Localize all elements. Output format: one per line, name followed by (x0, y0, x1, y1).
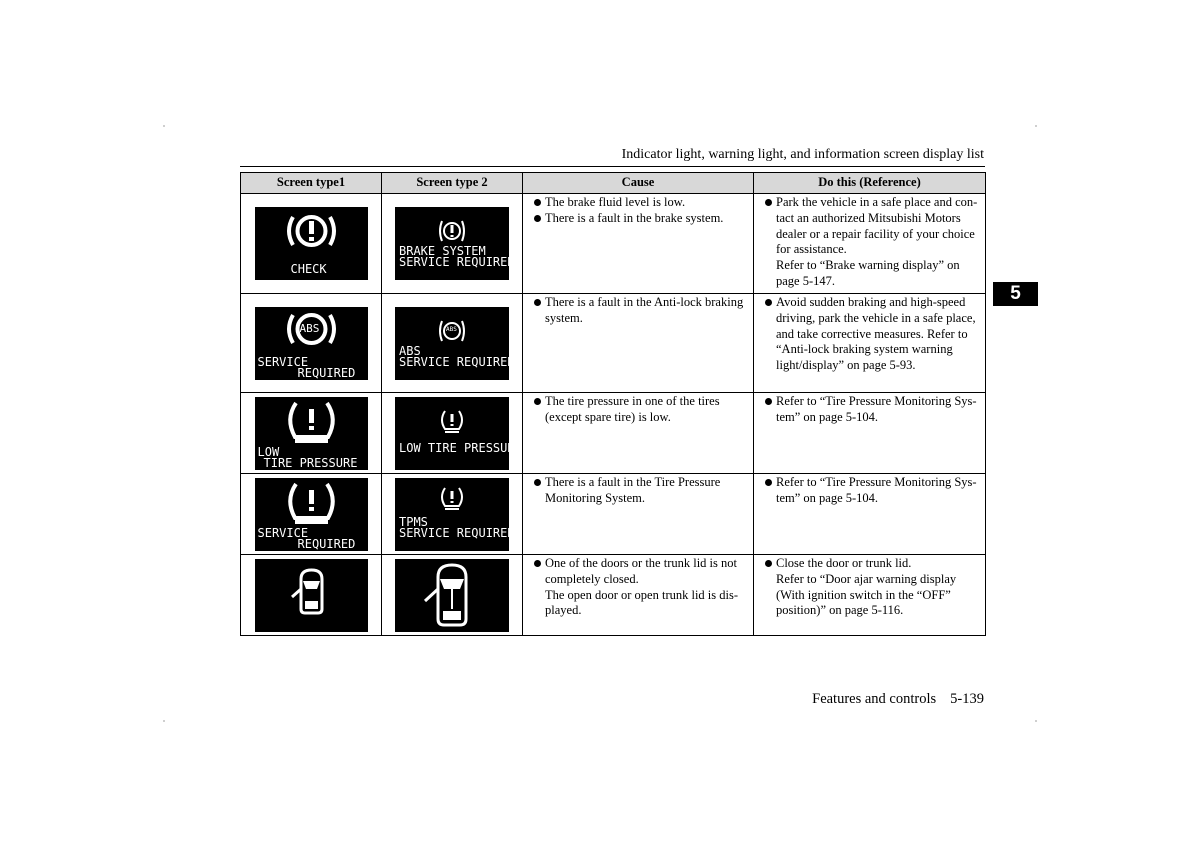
cause-line: There is a fault in the Tire Pressure (533, 475, 749, 491)
col-header-screen-type1: Screen type1 (241, 173, 382, 194)
crop-mark (163, 125, 165, 127)
cause-line: (except spare tire) is low. (545, 409, 671, 424)
screen-text-line: TIRE PRESSURE (263, 455, 358, 470)
screen-text-line: REQUIRED (297, 365, 356, 380)
action-cell (754, 555, 986, 636)
screen-type1-cell (241, 194, 382, 294)
screen-type2-cell (382, 474, 523, 555)
action-cell (754, 194, 986, 294)
tire-pressure-icon (395, 397, 509, 470)
door-ajar-icon (395, 559, 509, 632)
header-rule (240, 166, 985, 167)
action-line: Avoid sudden braking and high-speed (764, 295, 981, 311)
table-row (241, 474, 986, 555)
screen-text-line: SERVICE REQUIRED (399, 354, 515, 369)
action-cell (754, 474, 986, 555)
screen-type2-cell (382, 294, 523, 393)
display-screen (395, 397, 522, 470)
cause-line: There is a fault in the Anti-lock braking (533, 295, 749, 311)
screen-text-line: ABS (399, 343, 421, 358)
screen-type1-cell (241, 393, 382, 474)
crop-mark (1035, 125, 1037, 127)
table-header-row (241, 173, 986, 194)
action-line: and take corrective measures. Refer to (776, 326, 968, 341)
action-line: Refer to “Door ajar warning display (776, 571, 957, 586)
table-row (241, 393, 986, 474)
screen-text-line: BRAKE SYSTEM (399, 244, 486, 258)
cause-cell (523, 474, 754, 555)
cause-line: completely closed. (545, 571, 639, 586)
cause-cell (523, 294, 754, 393)
cause-line: The tire pressure in one of the tires (533, 394, 749, 410)
screen-text-line: LOW TIRE PRESSURE (399, 440, 522, 455)
cause-cell (523, 393, 754, 474)
action-line: for assistance. (776, 242, 847, 257)
footer-section-title: Features and controls (812, 691, 937, 707)
display-screen (255, 559, 368, 632)
screen-text-line: TPMS (399, 514, 428, 529)
screen-text-line: CHECK (290, 262, 327, 276)
action-line: light/display” on page 5-93. (776, 358, 916, 373)
display-screen (395, 478, 515, 551)
action-line: Refer to “Brake warning display” on (776, 258, 960, 273)
display-screen (395, 307, 515, 380)
cause-line: played. (545, 603, 582, 618)
cause-cell (523, 555, 754, 636)
screen-type2-cell (382, 393, 523, 474)
page-footer (600, 690, 984, 708)
indicator-list-table (240, 172, 986, 636)
display-screen (395, 559, 509, 632)
display-screen (255, 207, 368, 280)
display-screen (395, 207, 515, 280)
screen-text-line: SERVICE (257, 525, 309, 540)
display-screen (255, 478, 368, 551)
display-screen (255, 307, 368, 380)
screen-type1-cell (241, 555, 382, 636)
action-line: dealer or a repair facility of your choice (776, 226, 975, 241)
col-header-cause: Cause (523, 173, 754, 194)
abs-icon-text: ABS (299, 321, 320, 335)
cause-cell (523, 194, 754, 294)
cause-line: There is a fault in the brake system. (533, 211, 749, 227)
table-row (241, 555, 986, 636)
screen-text-line: REQUIRED (297, 536, 356, 551)
screen-text-line: SERVICE REQUIRED (399, 255, 515, 269)
cause-line: The open door or open trunk lid is dis- (545, 587, 739, 602)
action-cell (754, 294, 986, 393)
running-head: Indicator light, warning light, and information screen display list (621, 147, 984, 162)
action-line: position)” on page 5-116. (776, 603, 904, 618)
screen-text-line: LOW (257, 444, 280, 459)
screen-type2-cell (382, 555, 523, 636)
cause-line: Monitoring System. (545, 490, 646, 505)
table-row (241, 294, 986, 393)
display-screen (255, 397, 368, 470)
action-line: page 5-147. (776, 273, 836, 288)
screen-type1-cell (241, 294, 382, 393)
screen-text-line: SERVICE (257, 354, 309, 369)
action-line: tem” on page 5-104. (776, 490, 879, 505)
action-line: driving, park the vehicle in a safe place, (776, 310, 976, 325)
action-line: tem” on page 5-104. (776, 409, 879, 424)
col-header-screen-type2: Screen type 2 (382, 173, 523, 194)
tire-pressure-icon (395, 478, 509, 551)
cause-line: One of the doors or the trunk lid is not (533, 556, 749, 572)
action-line: Refer to “Tire Pressure Monitoring Sys- (764, 475, 981, 491)
col-header-do-this: Do this (Reference) (754, 173, 986, 194)
action-line: tact an authorized Mitsubishi Motors (776, 210, 961, 225)
action-line: “Anti-lock braking system warning (776, 342, 953, 357)
cause-line: The brake fluid level is low. (533, 195, 749, 211)
screen-type2-cell (382, 194, 523, 294)
screen-text-line: SERVICE REQUIRED (399, 525, 515, 540)
abs-icon-text: ABS (446, 325, 457, 333)
action-line: Park the vehicle in a safe place and con- (764, 195, 981, 211)
table-row (241, 194, 986, 294)
action-line: (With ignition switch in the “OFF” (776, 587, 951, 602)
action-cell (754, 393, 986, 474)
crop-mark (1035, 720, 1037, 722)
screen-type1-cell (241, 474, 382, 555)
cause-line: system. (545, 310, 583, 325)
door-ajar-icon (255, 559, 368, 632)
action-line: Close the door or trunk lid. (764, 556, 981, 572)
page-number: 5-139 (950, 691, 984, 707)
action-line: Refer to “Tire Pressure Monitoring Sys- (764, 394, 981, 410)
chapter-tab: 5 (993, 282, 1038, 306)
crop-mark (163, 720, 165, 722)
abs-warning-icon (395, 307, 509, 380)
